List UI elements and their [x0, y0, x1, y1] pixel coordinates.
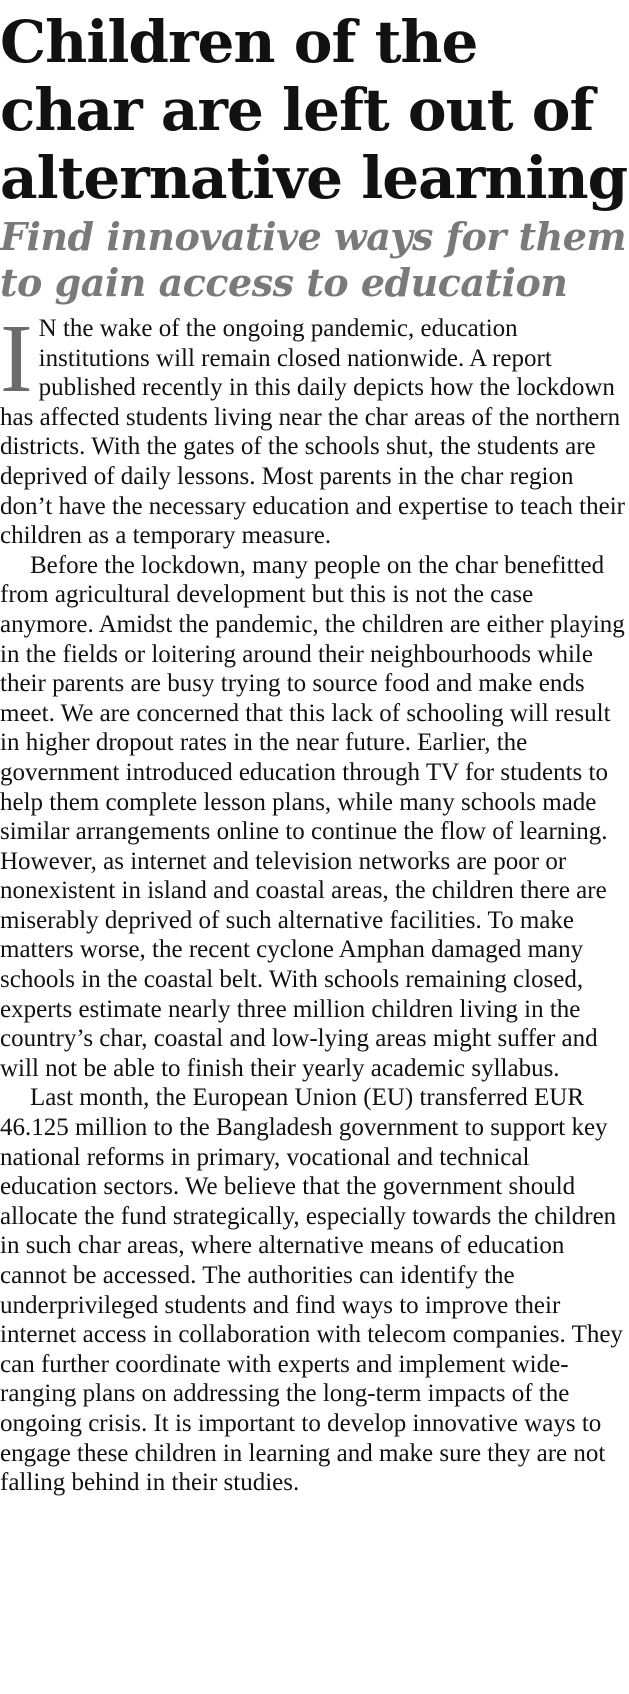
paragraph-3: Last month, the European Union (EU) transferred EUR 46.125 million to the Bangladesh government to support key national reforms in primary, vocational and technical education sectors. We believe that the government should allocate the fund strategically, especially towards the children in such char areas, where alternative means of education cannot be accessed. The authorities can identify the underprivileged students and find ways to improve their internet access in collaboration with telecom companies. They can further coordinate with experts and implement wide-ranging plans on addressing the long-term impacts of the ongoing crisis. It is important to develop innovative ways to engage these children in learning and make sure they are not falling behind in their studies.: [0, 1084, 623, 1497]
article-body: [0, 305, 629, 1498]
paragraph-1-text: N the wake of the ongoing pandemic, education institutions will remain closed nationwide. A report published recently in this daily depicts how the lockdown has affected students living near the char areas of the northern districts. With the gates of the schools shut, the students are deprived of daily lessons. Most parents in the char region don’t have the necessary education and expertise to teach their children as a temporary measure.: [0, 315, 625, 550]
headline: Children of the char are left out of alternative learning: [0, 8, 628, 212]
subheadline: Find innovative ways for them to gain access to education: [0, 214, 627, 305]
paragraph-1: [0, 305, 629, 551]
drop-cap: I: [0, 305, 33, 413]
paragraph-2: Before the lockdown, many people on the char benefitted from agricultural development but this is not the case anymore. Amidst the pandemic, the children are either playing in the fields or loitering around their neighbourhoods while their parents are busy trying to source food and make ends meet. We are concerned that this lack of schooling will result in higher dropout rates in the near future. Earlier, the government introduced education through TV for students to help them complete lesson plans, while many schools made similar arrangements online to continue the flow of learning. However, as internet and television networks are poor or nonexistent in island and coastal areas, the children there are miserably deprived of such alternative facilities. To make matters worse, the recent cyclone Amphan damaged many schools in the coastal belt. With schools remaining closed, experts estimate nearly three million children living in the country’s char, coastal and low-lying areas might suffer and will not be able to finish their yearly academic syllabus.: [0, 551, 625, 1082]
